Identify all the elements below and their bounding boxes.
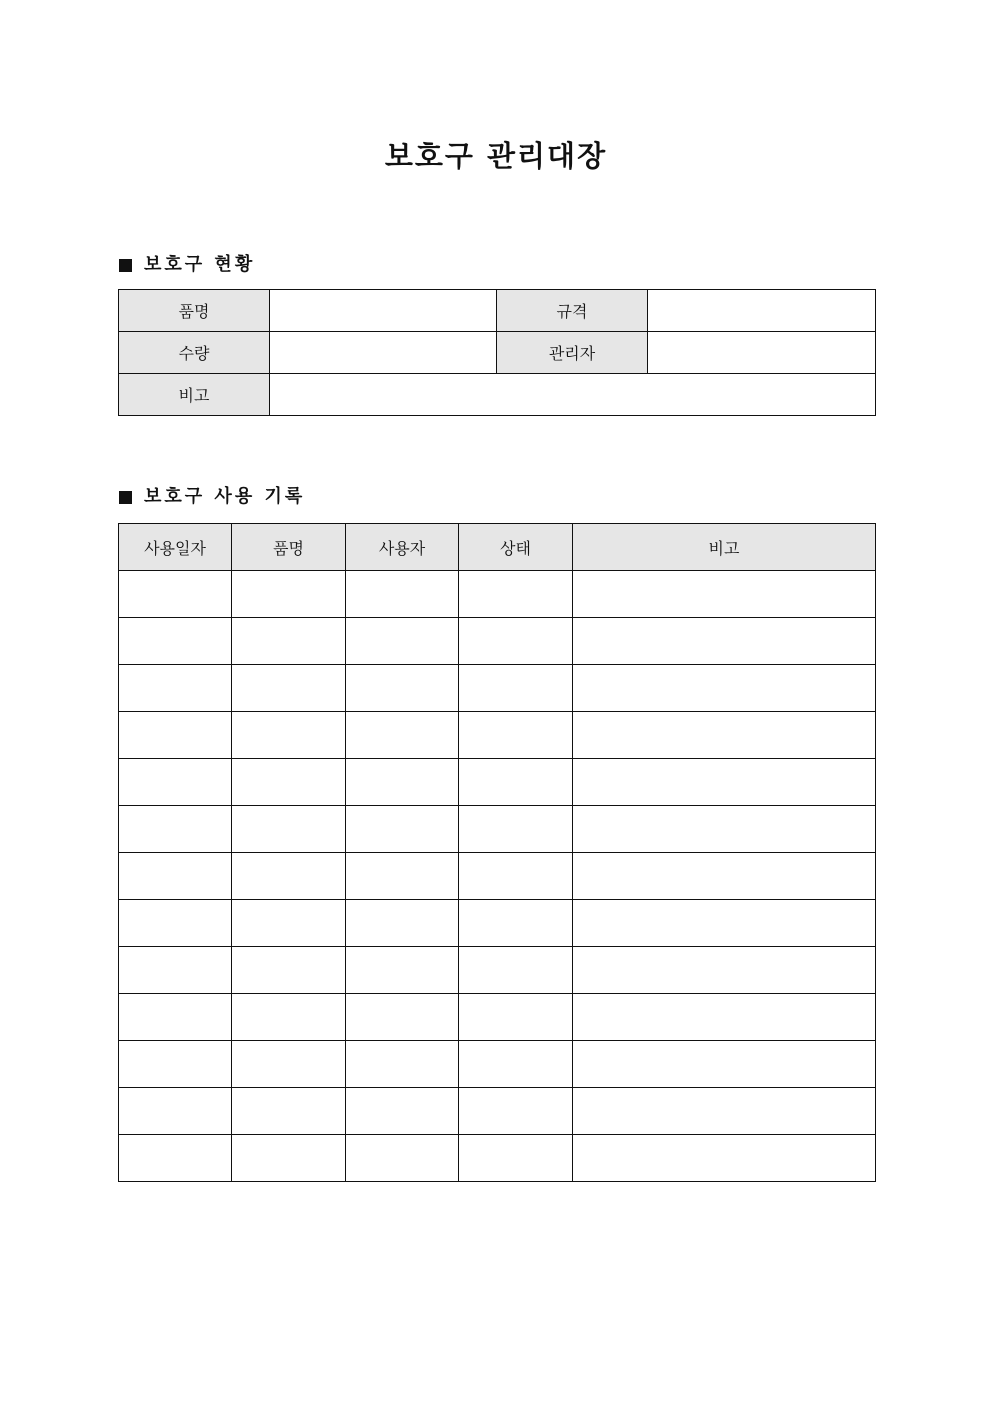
table-row [119, 618, 876, 665]
remarks-cell[interactable] [573, 806, 876, 853]
user-cell[interactable] [346, 853, 459, 900]
remarks-cell[interactable] [573, 712, 876, 759]
item-name-cell[interactable] [232, 665, 346, 712]
item-name-label: 품명 [119, 290, 270, 332]
quantity-label: 수량 [119, 332, 270, 374]
date-cell[interactable] [119, 900, 232, 947]
user-cell[interactable] [346, 1088, 459, 1135]
page-title: 보호구 관리대장 [384, 139, 608, 173]
condition-cell[interactable] [459, 1135, 573, 1182]
status-section-heading-label: 보호구 현황 [144, 254, 256, 275]
usage-log-table [118, 523, 876, 1182]
remarks-cell[interactable] [573, 900, 876, 947]
status-table [118, 289, 876, 416]
date-cell[interactable] [119, 994, 232, 1041]
table-row [119, 571, 876, 618]
date-cell[interactable] [119, 1088, 232, 1135]
table-row [119, 665, 876, 712]
date-cell[interactable] [119, 712, 232, 759]
table-row [119, 994, 876, 1041]
manager-label: 관리자 [497, 332, 648, 374]
item-name-cell[interactable] [232, 853, 346, 900]
item-name-field[interactable] [270, 290, 497, 332]
remarks-cell[interactable] [573, 1041, 876, 1088]
condition-cell[interactable] [459, 853, 573, 900]
date-cell[interactable] [119, 571, 232, 618]
date-cell[interactable] [119, 618, 232, 665]
user-cell[interactable] [346, 665, 459, 712]
item-name-cell[interactable] [232, 571, 346, 618]
date-cell[interactable] [119, 1041, 232, 1088]
log-section-heading [119, 485, 305, 509]
column-header-remarks: 비고 [573, 524, 876, 571]
item-name-cell[interactable] [232, 900, 346, 947]
table-row [119, 853, 876, 900]
condition-cell[interactable] [459, 1088, 573, 1135]
quantity-field[interactable] [270, 332, 497, 374]
square-bullet-icon [119, 491, 132, 504]
condition-cell[interactable] [459, 571, 573, 618]
remarks-cell[interactable] [573, 1088, 876, 1135]
remarks-cell[interactable] [573, 947, 876, 994]
table-row [119, 1088, 876, 1135]
table-row [119, 900, 876, 947]
table-row [119, 759, 876, 806]
table-row [119, 712, 876, 759]
date-cell[interactable] [119, 665, 232, 712]
remarks-label: 비고 [119, 374, 270, 416]
user-cell[interactable] [346, 618, 459, 665]
user-cell[interactable] [346, 994, 459, 1041]
user-cell[interactable] [346, 759, 459, 806]
item-name-cell[interactable] [232, 1135, 346, 1182]
condition-cell[interactable] [459, 900, 573, 947]
date-cell[interactable] [119, 759, 232, 806]
remarks-field[interactable] [270, 374, 876, 416]
column-header-item-name: 품명 [232, 524, 346, 571]
status-section-heading [119, 253, 255, 277]
condition-cell[interactable] [459, 1041, 573, 1088]
table-row [119, 1135, 876, 1182]
item-name-cell[interactable] [232, 712, 346, 759]
date-cell[interactable] [119, 947, 232, 994]
item-name-cell[interactable] [232, 1041, 346, 1088]
item-name-cell[interactable] [232, 994, 346, 1041]
user-cell[interactable] [346, 1041, 459, 1088]
column-header-date: 사용일자 [119, 524, 232, 571]
condition-cell[interactable] [459, 618, 573, 665]
spec-field[interactable] [648, 290, 876, 332]
item-name-cell[interactable] [232, 759, 346, 806]
manager-field[interactable] [648, 332, 876, 374]
item-name-cell[interactable] [232, 806, 346, 853]
square-bullet-icon [119, 259, 132, 272]
user-cell[interactable] [346, 806, 459, 853]
status-row-remarks [119, 374, 876, 416]
condition-cell[interactable] [459, 994, 573, 1041]
item-name-cell[interactable] [232, 618, 346, 665]
condition-cell[interactable] [459, 712, 573, 759]
user-cell[interactable] [346, 947, 459, 994]
remarks-cell[interactable] [573, 853, 876, 900]
column-header-user: 사용자 [346, 524, 459, 571]
log-header-row [119, 524, 876, 571]
table-row [119, 806, 876, 853]
user-cell[interactable] [346, 571, 459, 618]
status-row-quantity [119, 332, 876, 374]
condition-cell[interactable] [459, 665, 573, 712]
condition-cell[interactable] [459, 947, 573, 994]
remarks-cell[interactable] [573, 1135, 876, 1182]
remarks-cell[interactable] [573, 618, 876, 665]
spec-label: 규격 [497, 290, 648, 332]
remarks-cell[interactable] [573, 994, 876, 1041]
user-cell[interactable] [346, 712, 459, 759]
remarks-cell[interactable] [573, 665, 876, 712]
user-cell[interactable] [346, 900, 459, 947]
table-row [119, 947, 876, 994]
item-name-cell[interactable] [232, 947, 346, 994]
remarks-cell[interactable] [573, 759, 876, 806]
item-name-cell[interactable] [232, 1088, 346, 1135]
date-cell[interactable] [119, 853, 232, 900]
column-header-condition: 상태 [459, 524, 573, 571]
date-cell[interactable] [119, 806, 232, 853]
table-row [119, 1041, 876, 1088]
condition-cell[interactable] [459, 759, 573, 806]
user-cell[interactable] [346, 1135, 459, 1182]
status-row-item [119, 290, 876, 332]
remarks-cell[interactable] [573, 571, 876, 618]
condition-cell[interactable] [459, 806, 573, 853]
log-section-heading-label: 보호구 사용 기록 [144, 486, 306, 507]
date-cell[interactable] [119, 1135, 232, 1182]
